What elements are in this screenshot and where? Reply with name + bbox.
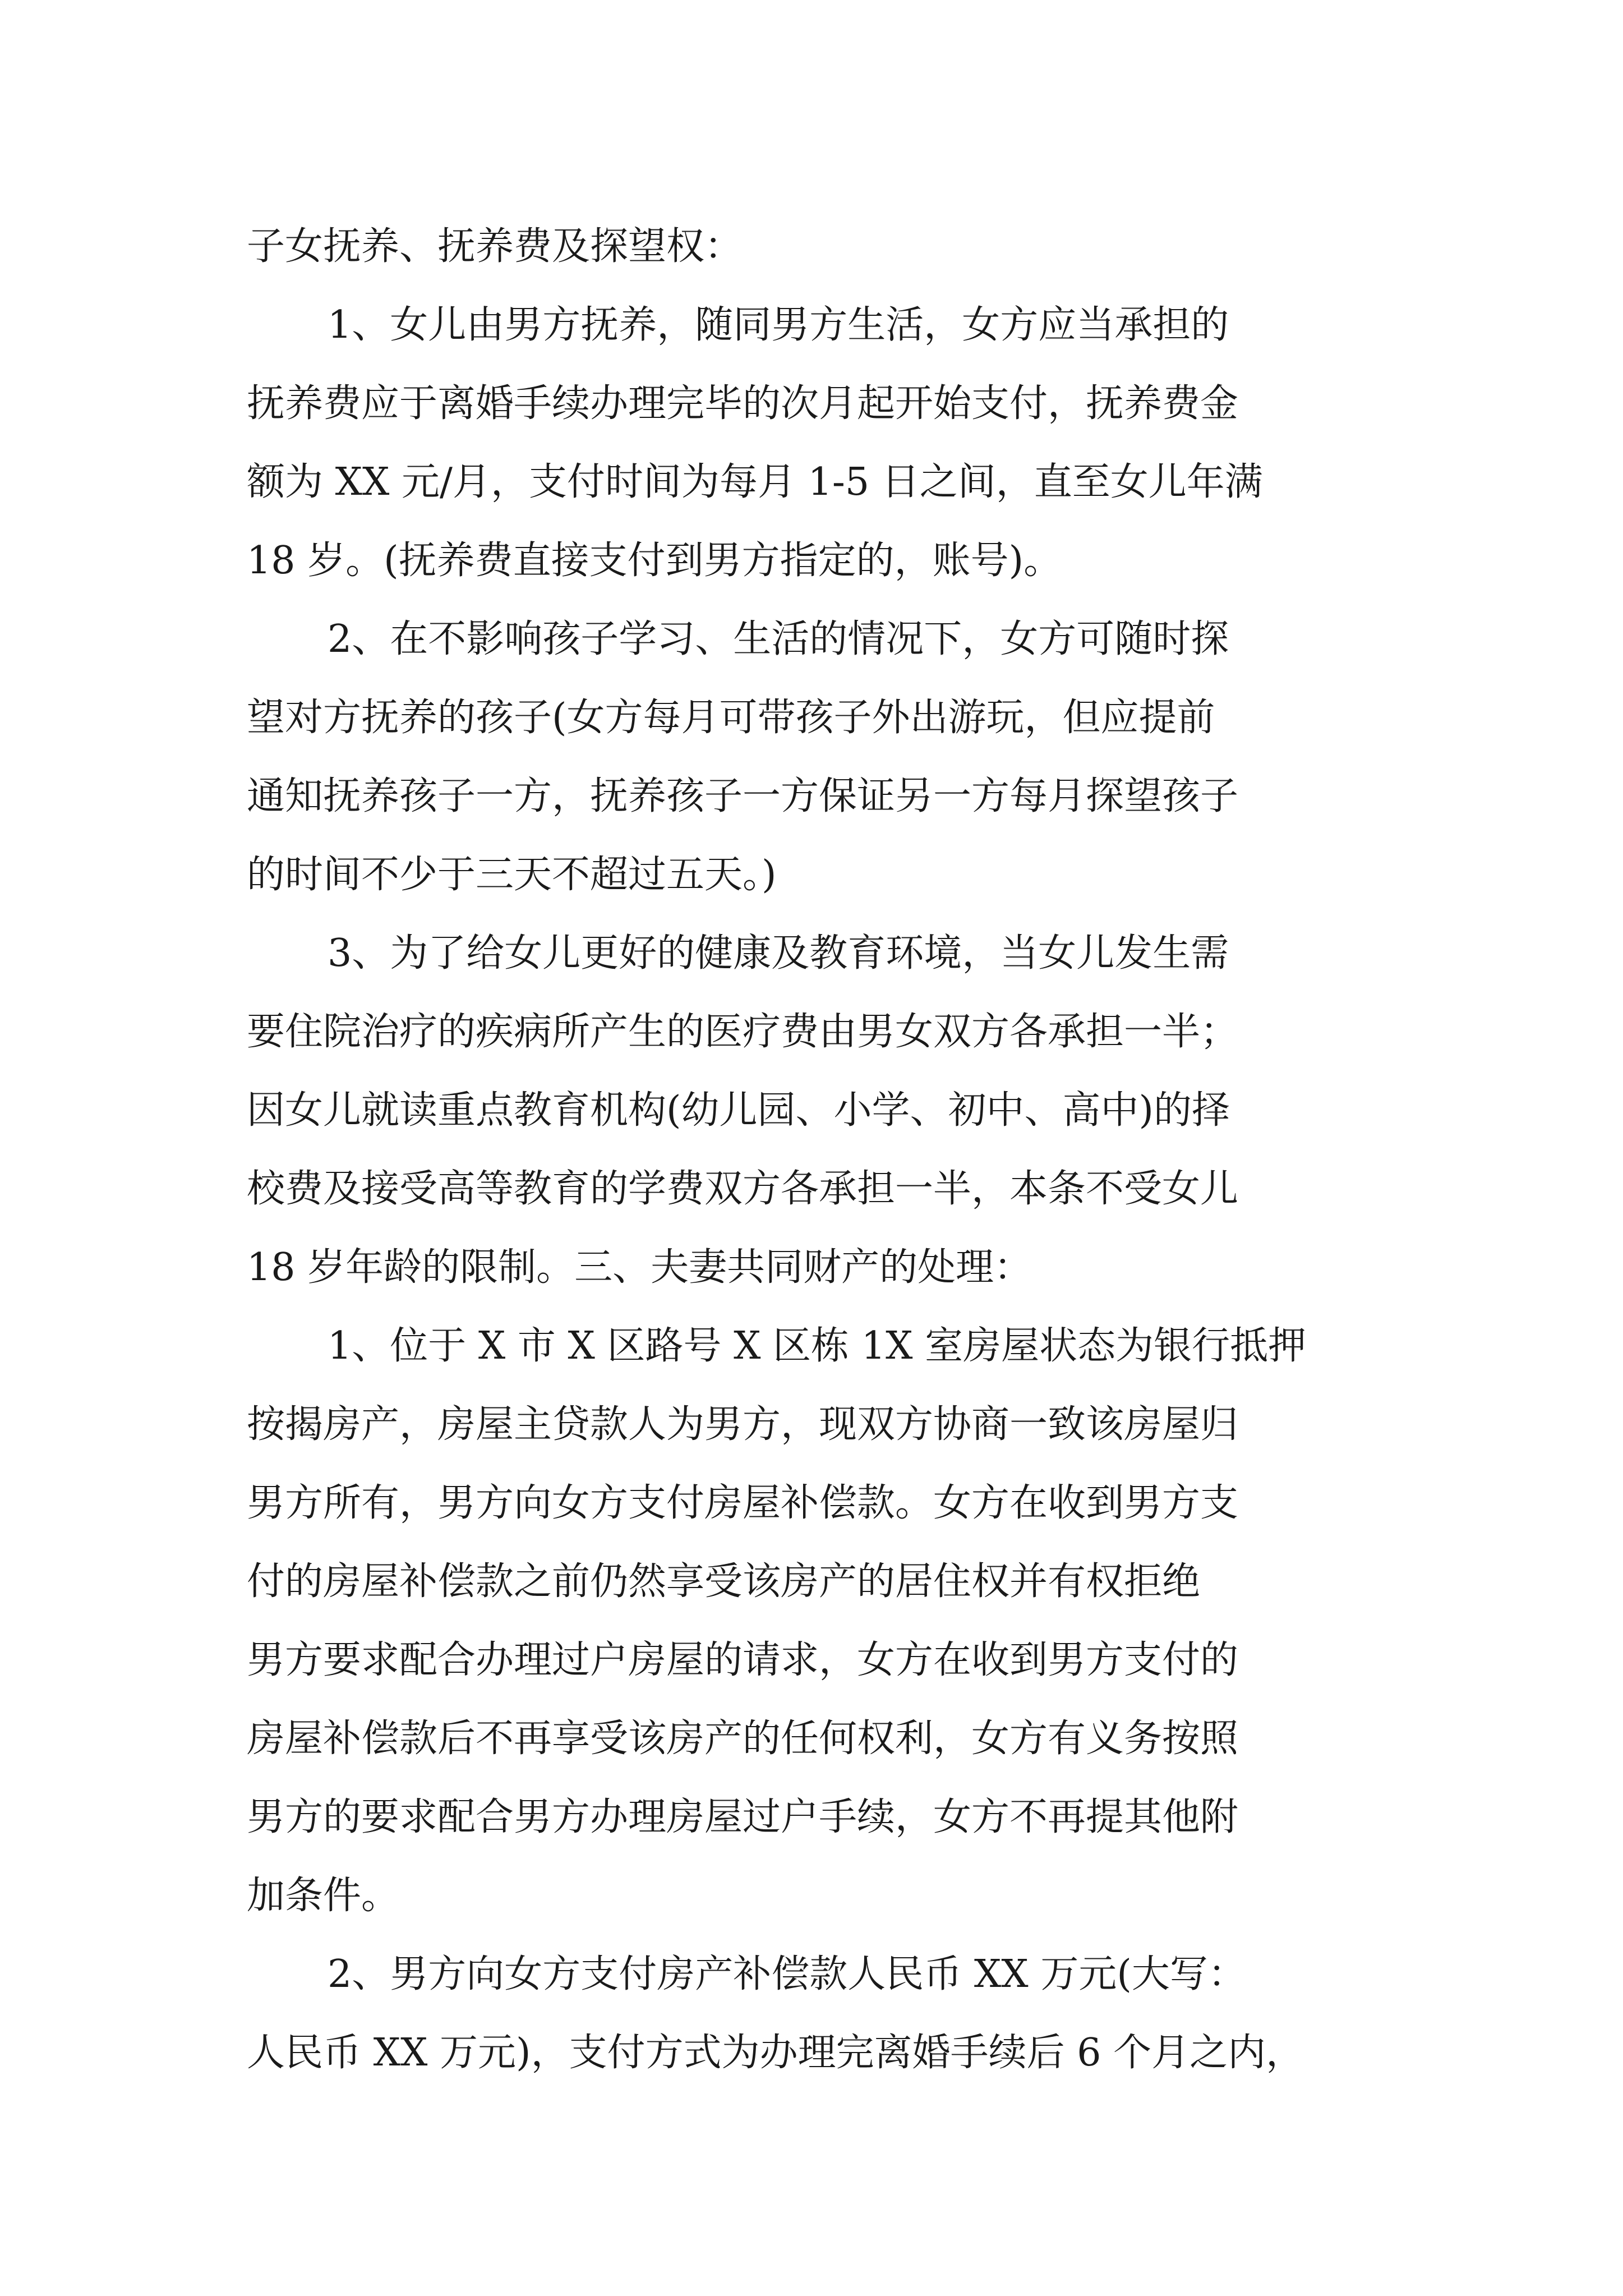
text-line: 按揭房产，房屋主贷款人为男方，现双方协商一致该房屋归 [247,1402,1239,1447]
text-line: 男方的要求配合男方办理房屋过户手续，女方不再提其他附 [247,1795,1239,1839]
text-line: 18 岁。(抚养费直接支付到男方指定的，账号)。 [247,539,1062,583]
text-line: 望对方抚养的孩子(女方每月可带孩子外出游玩，但应提前 [247,696,1215,740]
text-line: 1、女儿由男方抚养，随同男方生活，女方应当承担的 [328,303,1229,347]
text-line: 男方要求配合办理过户房屋的请求，女方在收到男方支付的 [247,1638,1239,1682]
text-line: 额为 XX 元/月，支付时间为每月 1-5 日之间，直至女儿年满 [247,460,1263,504]
text-line: 子女抚养、抚养费及探望权： [247,224,743,269]
text-line: 3、为了给女儿更好的健康及教育环境，当女儿发生需 [328,931,1229,976]
text-line: 的时间不少于三天不超过五天。) [247,853,777,897]
text-line: 校费及接受高等教育的学费双方各承担一半，本条不受女儿 [247,1167,1239,1211]
text-line: 通知抚养孩子一方，抚养孩子一方保证另一方每月探望孩子 [247,774,1239,818]
text-line: 房屋补偿款后不再享受该房产的任何权利，女方有义务按照 [247,1717,1239,1761]
text-line: 2、男方向女方支付房产补偿款人民币 XX 万元(大写： [328,1952,1246,1996]
text-line: 男方所有，男方向女方支付房屋补偿款。女方在收到男方支 [247,1481,1239,1525]
text-line: 加条件。 [247,1874,400,1918]
text-line: 付的房屋补偿款之前仍然享受该房产的居住权并有权拒绝 [247,1559,1201,1604]
document-body [247,208,1391,2092]
text-line: 因女儿就读重点教育机构(幼儿园、小学、初中、高中)的择 [247,1088,1230,1133]
text-line: 人民币 XX 万元)，支付方式为办理完离婚手续后 6 个月之内， [247,2031,1304,2075]
text-line: 18 岁年龄的限制。三、夫妻共同财产的处理： [247,1245,1032,1290]
text-line: 抚养费应于离婚手续办理完毕的次月起开始支付，抚养费金 [247,381,1239,426]
text-line: 1、位于 X 市 X 区路号 X 区栋 1X 室房屋状态为银行抵押 [328,1324,1307,1368]
text-line: 2、在不影响孩子学习、生活的情况下，女方可随时探 [328,617,1229,661]
text-line: 要住院治疗的疾病所产生的医疗费由男女双方各承担一半； [247,1010,1239,1054]
